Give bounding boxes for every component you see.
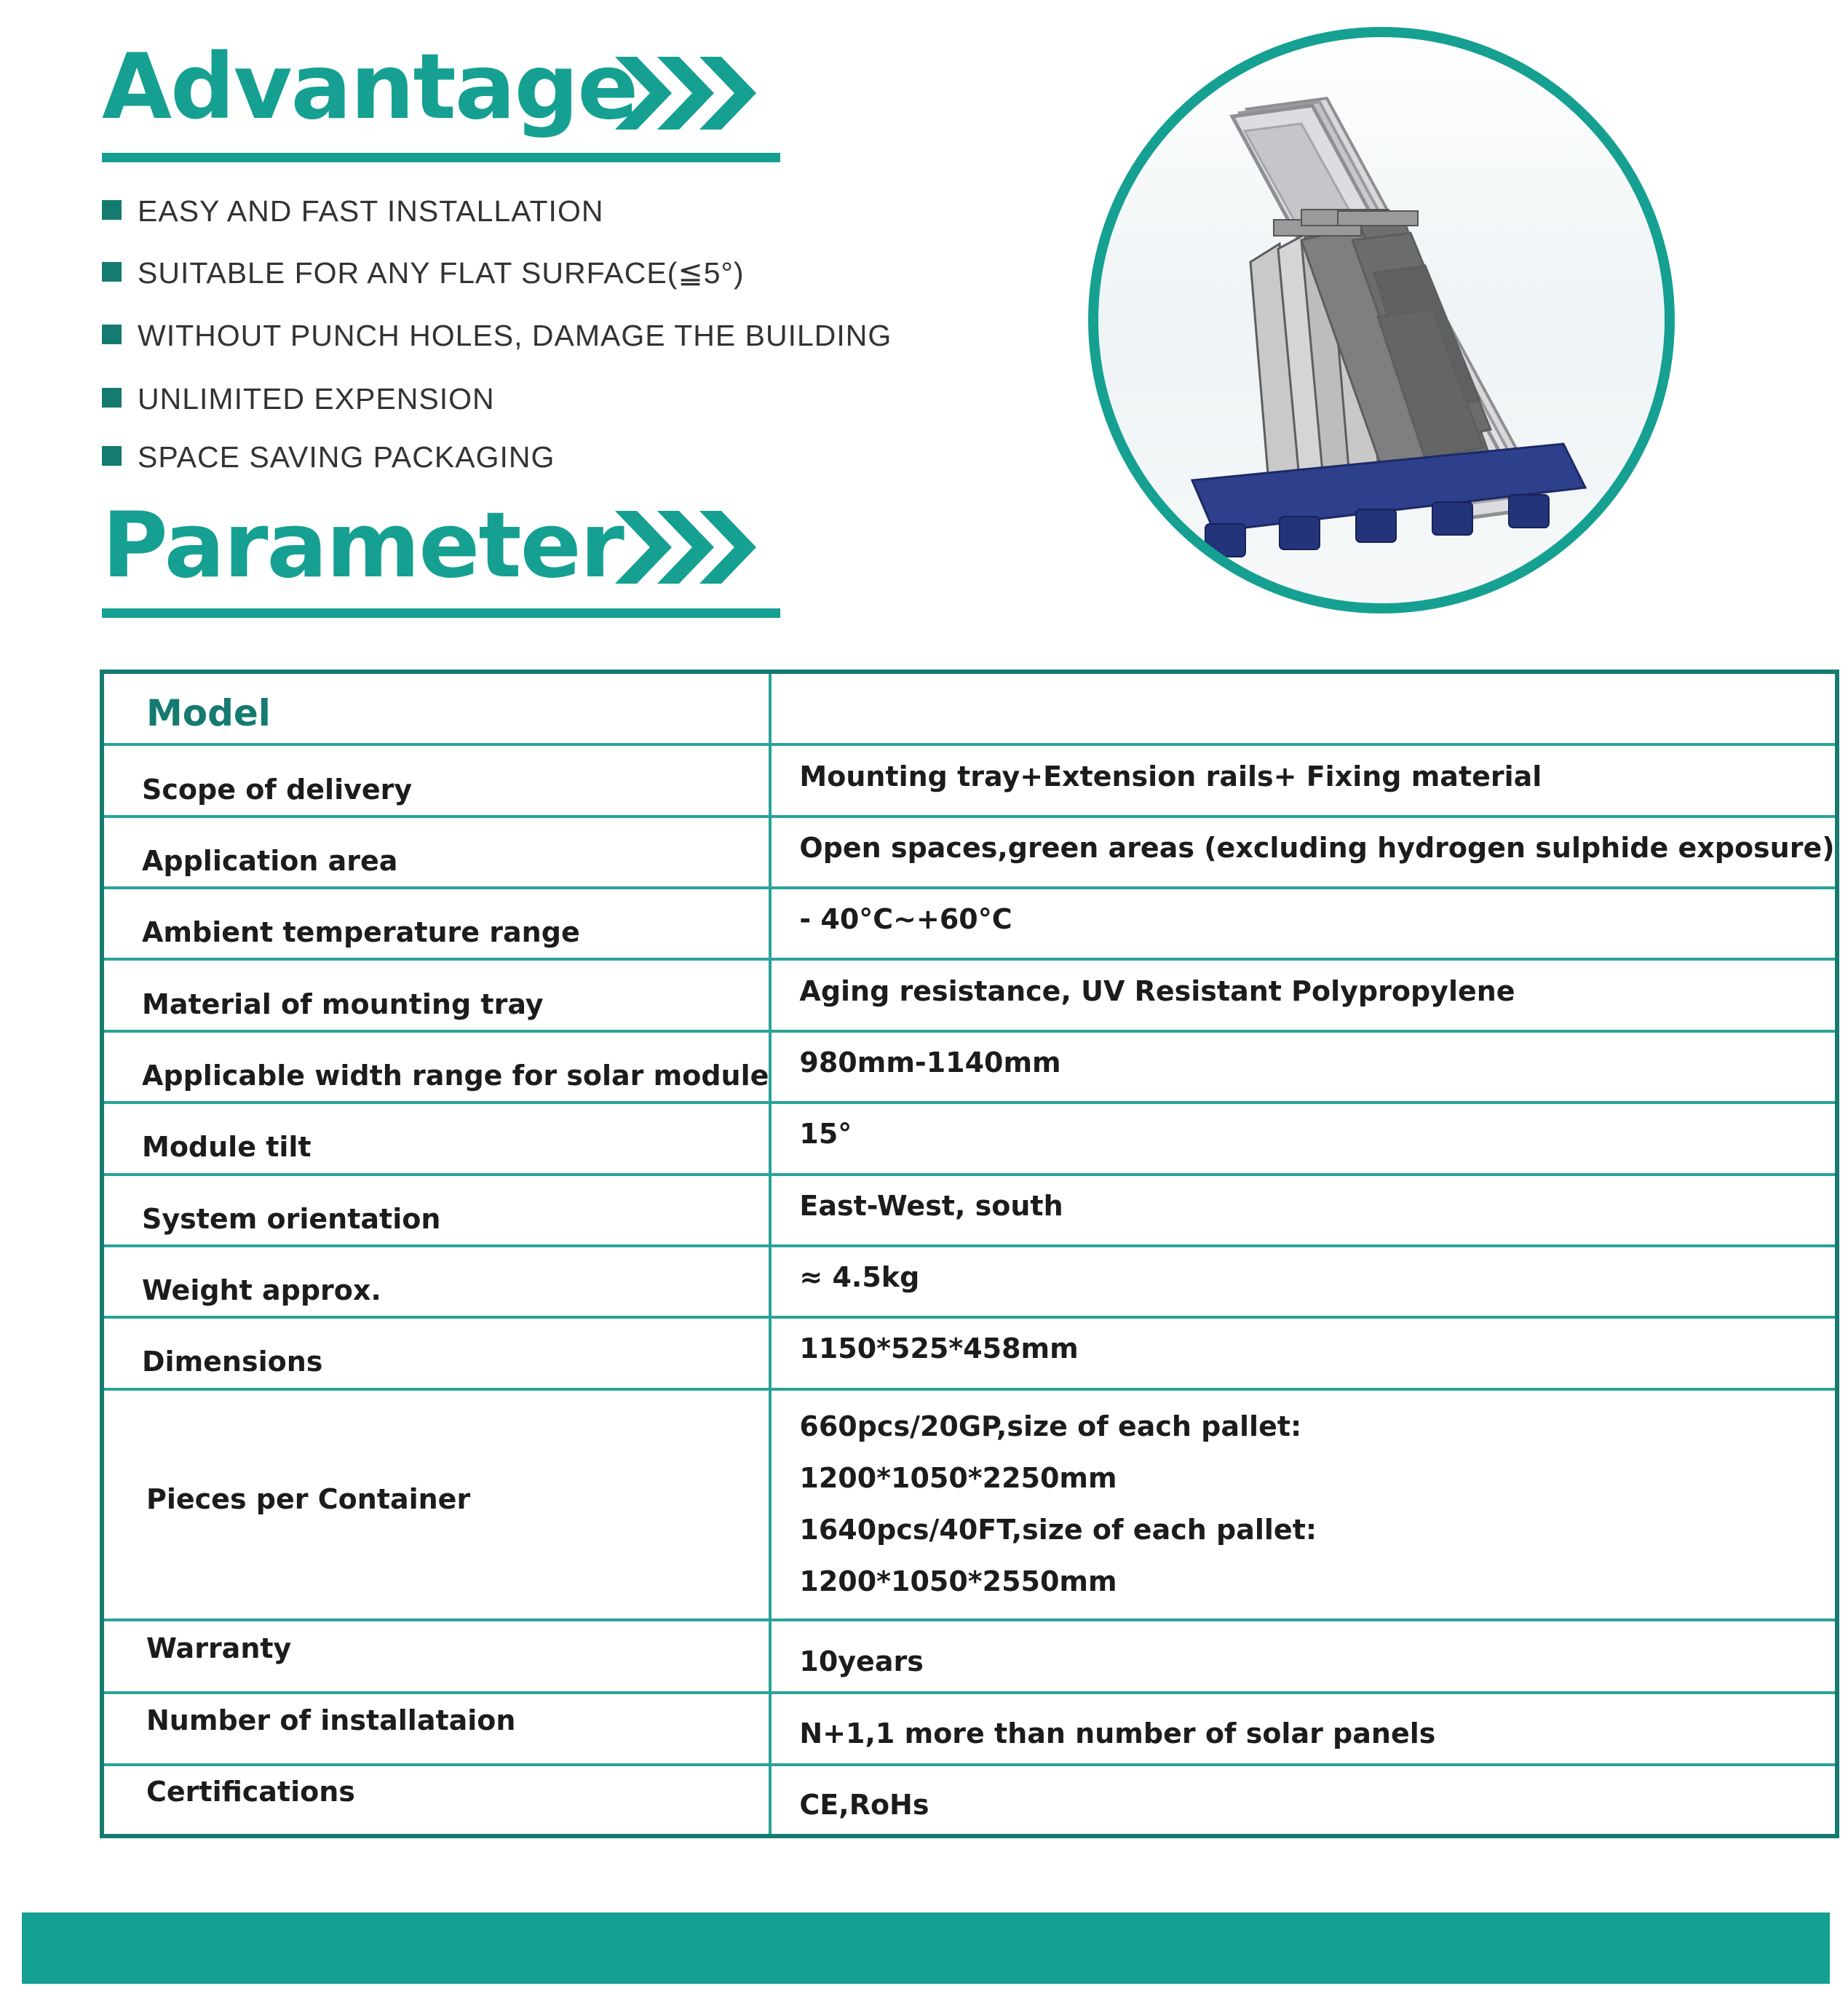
table-row [102,744,1837,816]
row-value: CE,RoHs [770,1765,1836,1836]
row-label: Material of mounting tray [102,959,770,1030]
triple-chevron-right-icon [615,57,757,130]
model-value [770,672,1836,744]
row-label: System orientation [102,1175,770,1246]
table-row [102,888,1837,959]
row-label: Ambient temperature range [102,888,770,959]
square-bullet-icon [102,200,122,220]
square-bullet-icon [102,325,122,344]
spec-table [100,670,1839,1838]
row-value: Mounting tray+Extension rails+ Fixing material [770,744,1836,816]
row-label: Warranty [102,1620,770,1693]
advantage-underline [102,153,780,162]
advantage-item-text: SPACE SAVING PACKAGING [138,440,555,474]
parameter-underline [102,608,780,618]
square-bullet-icon [102,262,122,282]
advantage-item [102,319,892,353]
row-label: Certifications [102,1765,770,1836]
row-value: 980mm-1140mm [770,1031,1836,1103]
footer-bar [22,1912,1830,1984]
row-value: 15° [770,1103,1836,1174]
advantage-item-text: WITHOUT PUNCH HOLES, DAMAGE THE BUILDING [138,319,892,352]
table-row-model [102,672,1837,744]
advantage-item-text: UNLIMITED EXPENSION [138,382,495,416]
row-label: Module tilt [102,1103,770,1174]
pieces-line: 660pcs/20GP,size of each pallet: [799,1410,1302,1443]
pieces-label: Pieces per Container [102,1389,770,1620]
row-label: Dimensions [102,1317,770,1389]
pieces-line: 1200*1050*2550mm [799,1565,1117,1598]
advantage-item-text: SUITABLE FOR ANY FLAT SURFACE(≦5°) [138,256,745,290]
advantage-heading: Advantage [102,35,638,140]
parameter-heading: Parameter [102,493,623,598]
advantage-item [102,440,555,474]
row-value: East-West, south [770,1175,1836,1246]
row-label: Applicable width range for solar module [102,1031,770,1103]
pieces-line: 1200*1050*2250mm [799,1462,1117,1495]
row-label: Application area [102,817,770,888]
triple-chevron-right-icon [615,511,757,584]
table-row [102,1103,1837,1174]
row-value: 10years [770,1620,1836,1693]
product-photo [1083,22,1680,619]
advantage-item [102,255,745,290]
row-value: ≈ 4.5kg [770,1246,1836,1317]
model-label: Model [102,672,770,744]
table-row [102,959,1837,1030]
advantage-item-text: EASY AND FAST INSTALLATION [138,194,604,228]
row-label: Number of installataion [102,1693,770,1764]
table-row [102,1317,1837,1389]
square-bullet-icon [102,446,122,466]
pieces-value [770,1389,1836,1620]
pieces-line: 1640pcs/40FT,size of each pallet: [799,1514,1317,1546]
square-bullet-icon [102,388,122,408]
row-value: N+1,1 more than number of solar panels [770,1693,1836,1764]
row-value: 1150*525*458mm [770,1317,1836,1389]
table-row [102,1031,1837,1103]
row-label: Scope of delivery [102,744,770,816]
advantage-item [102,382,495,416]
row-value: Open spaces,green areas (excluding hydrogen sulphide exposure) [770,817,1836,888]
row-value: Aging resistance, UV Resistant Polypropylene [770,959,1836,1030]
table-row [102,1765,1837,1836]
advantage-item [102,194,603,229]
row-label: Weight approx. [102,1246,770,1317]
table-row [102,1693,1837,1764]
table-row [102,1175,1837,1246]
table-row-pieces [102,1389,1837,1620]
table-row [102,817,1837,888]
table-row [102,1246,1837,1317]
row-value: - 40°C~+60°C [770,888,1836,959]
table-row [102,1620,1837,1693]
